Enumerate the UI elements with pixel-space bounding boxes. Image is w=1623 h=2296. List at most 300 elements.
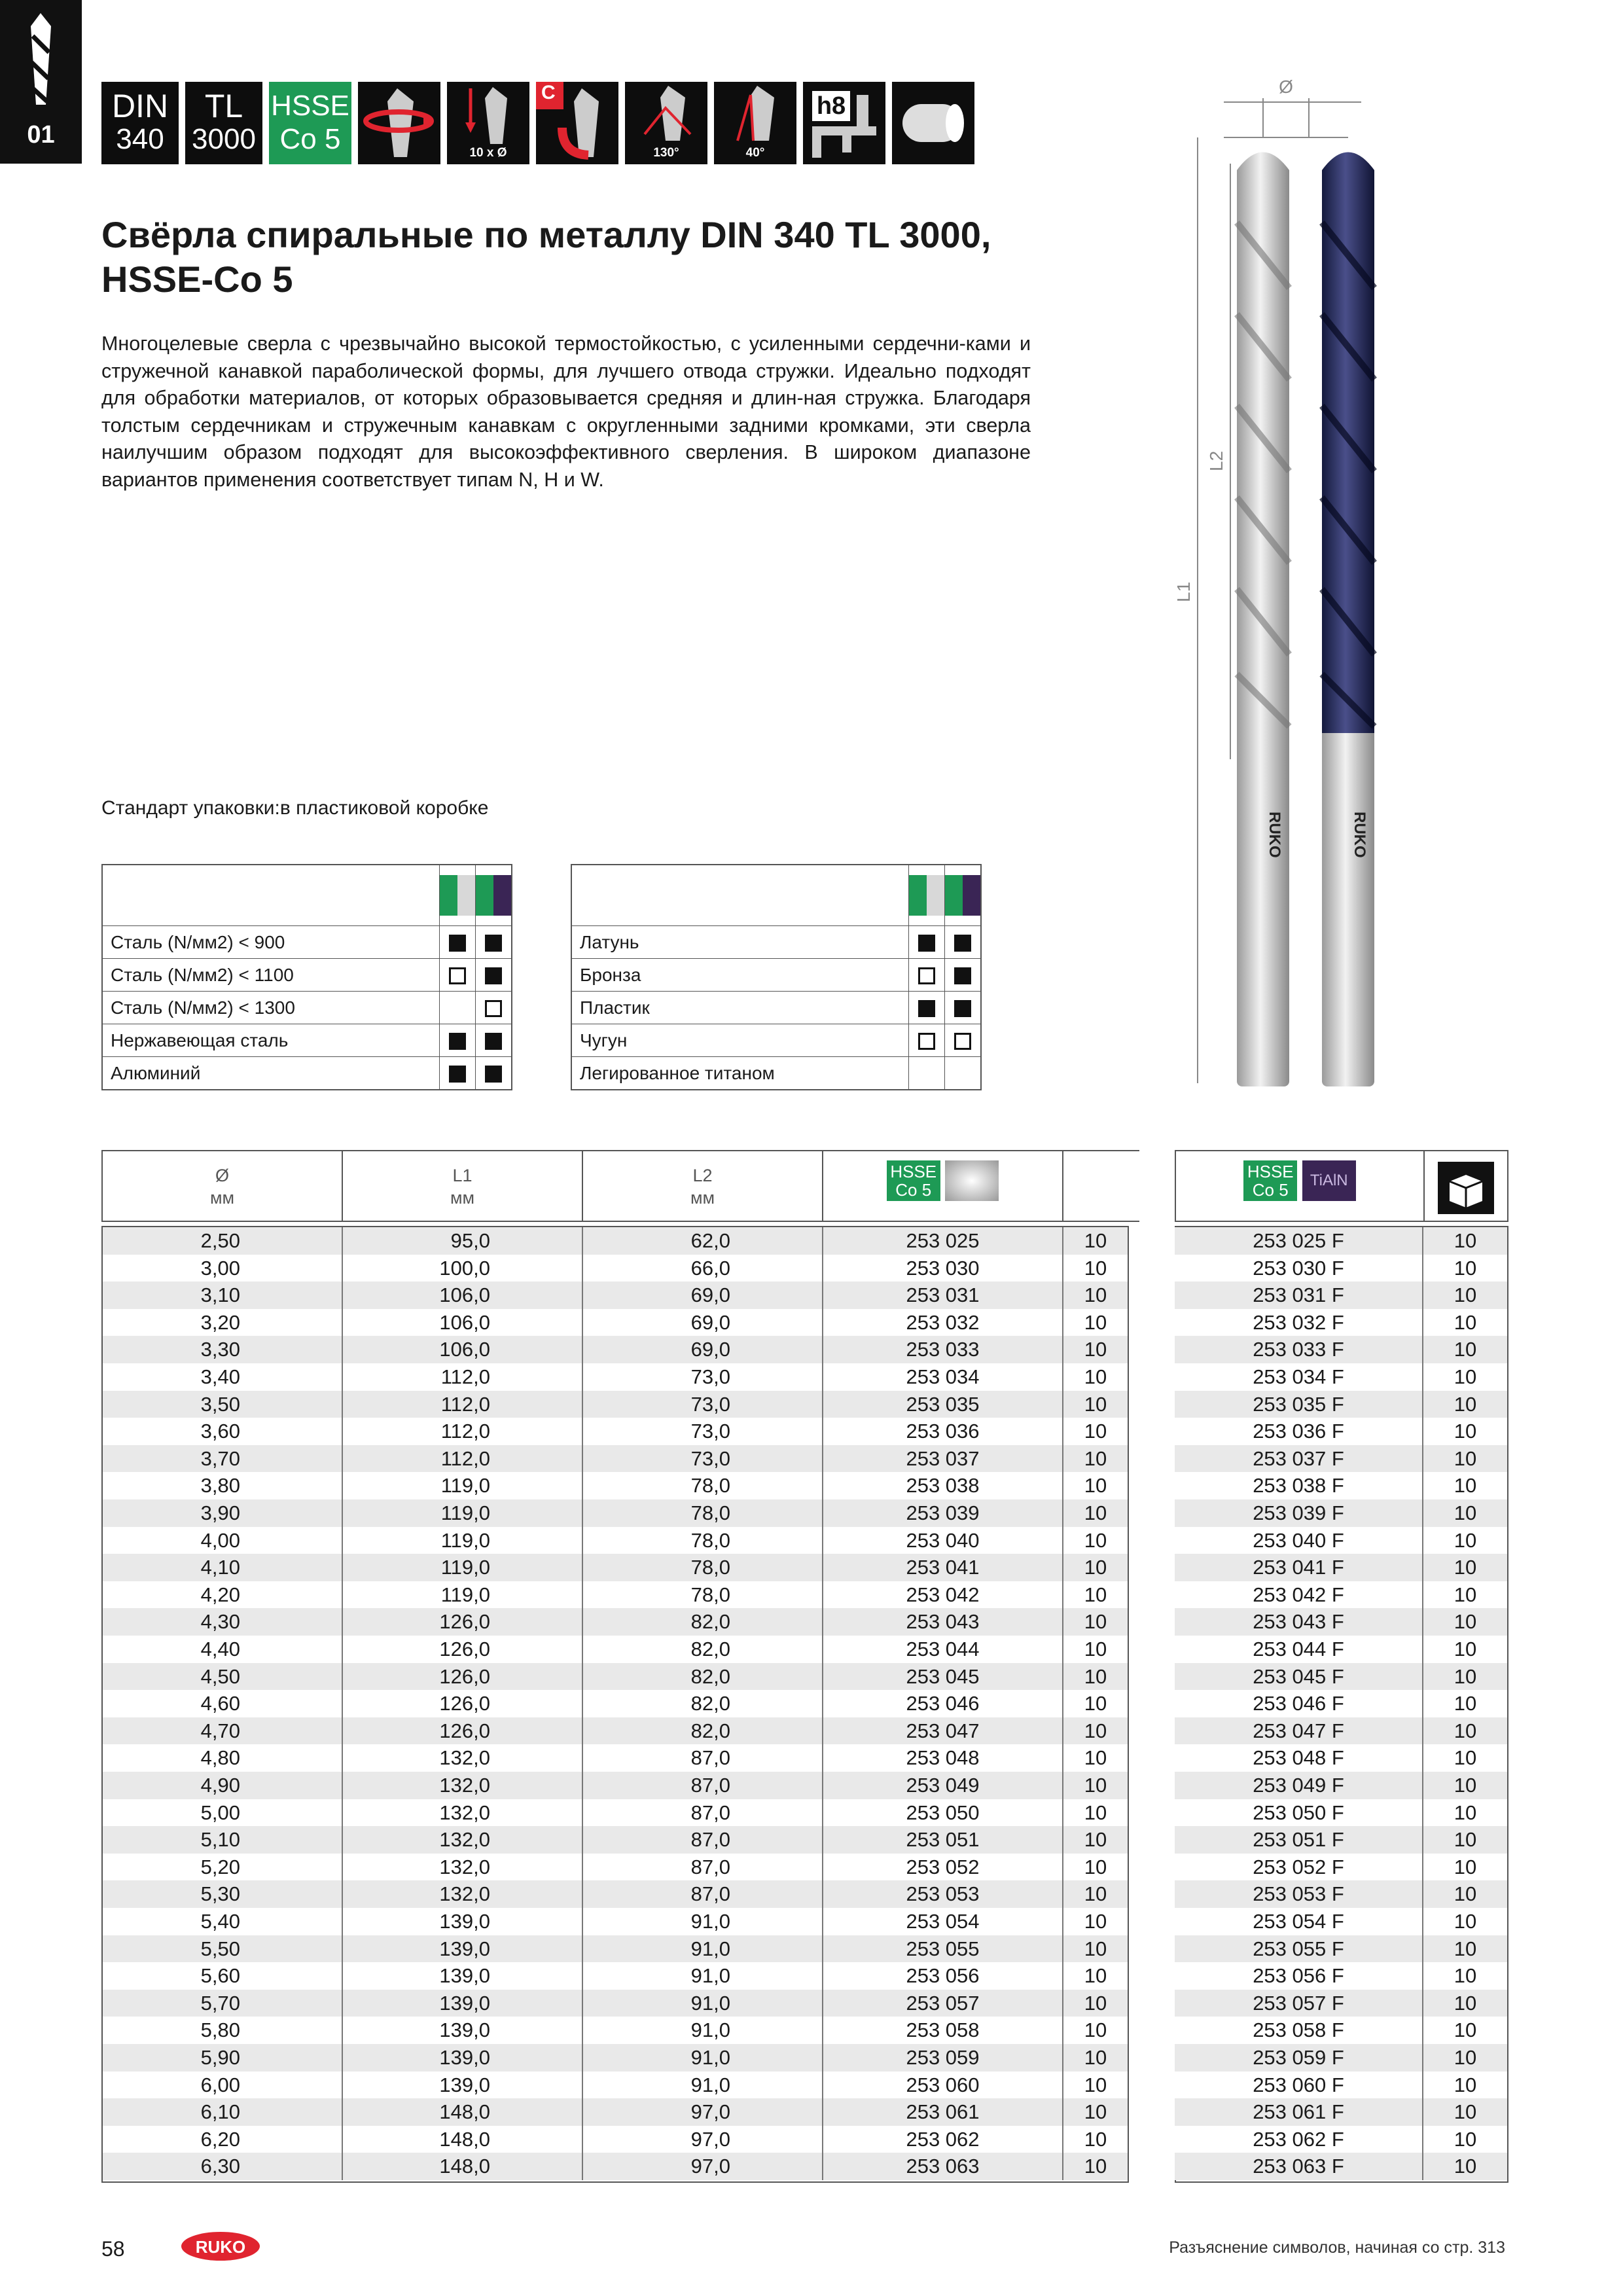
cell-l2: 73,0 [583, 1445, 823, 1473]
cell-d: 3,70 [103, 1445, 343, 1473]
cell-l2: 78,0 [583, 1499, 823, 1527]
cell-l1: 112,0 [343, 1363, 583, 1391]
cell-d: 4,20 [103, 1581, 343, 1609]
cell-l2: 97,0 [583, 2098, 823, 2126]
drill-brand-navy: RUKO [1351, 812, 1368, 858]
cell-l1: 132,0 [343, 1880, 583, 1908]
cell-qf: 10 [1423, 1717, 1507, 1745]
cell-l2: 97,0 [583, 2153, 823, 2180]
cell-art: 253 034 [823, 1363, 1063, 1391]
cell-artf: 253 054 F [1175, 1908, 1423, 1935]
cell-q: 10 [1063, 1690, 1128, 1717]
cell-artf: 253 042 F [1175, 1581, 1423, 1609]
cell-qf: 10 [1423, 1336, 1507, 1363]
cell-qf: 10 [1423, 1472, 1507, 1499]
material-row [571, 1024, 981, 1057]
conditional-mark-icon [485, 1000, 502, 1017]
cell-q: 10 [1063, 2126, 1128, 2153]
suitable-mark-icon [449, 1066, 466, 1083]
cell-l2: 62,0 [583, 1227, 823, 1255]
cell-q: 10 [1063, 1391, 1128, 1418]
col-dia: Ø мм [103, 1151, 343, 1221]
cell-l1: 148,0 [343, 2098, 583, 2126]
material-row [571, 992, 981, 1024]
cell-l2: 91,0 [583, 2017, 823, 2044]
cell-artf: 253 033 F [1175, 1336, 1423, 1363]
cell-l2: 73,0 [583, 1418, 823, 1445]
cell-art: 253 058 [823, 2017, 1063, 2044]
hsse-swatch-icon [909, 875, 944, 916]
cell-art: 253 056 [823, 1962, 1063, 1990]
col-l1: L1 мм [343, 1151, 583, 1221]
cell-art: 253 030 [823, 1255, 1063, 1282]
cell-artf: 253 050 F [1175, 1799, 1423, 1827]
cell-l1: 132,0 [343, 1799, 583, 1827]
cell-d: 3,90 [103, 1499, 343, 1527]
cell-artf: 253 036 F [1175, 1418, 1423, 1445]
cell-art: 253 046 [823, 1690, 1063, 1717]
material-row [571, 926, 981, 959]
drill-diagram [1165, 72, 1414, 1093]
suitable-mark-icon [485, 1066, 502, 1083]
drill-rotation-icon [358, 82, 440, 164]
cell-q: 10 [1063, 2044, 1128, 2072]
cell-q: 10 [1063, 1255, 1128, 1282]
material-name: Легированное титаном [571, 1057, 909, 1090]
cylindrical-shank-icon [892, 82, 974, 164]
cell-q: 10 [1063, 1608, 1128, 1636]
point-angle-icon: 130° [625, 82, 707, 164]
material-row [102, 1057, 512, 1090]
cell-l1: 106,0 [343, 1336, 583, 1363]
cell-l2: 82,0 [583, 1636, 823, 1663]
cell-d: 3,30 [103, 1336, 343, 1363]
cell-q: 10 [1063, 1744, 1128, 1772]
cell-l1: 95,0 [343, 1227, 583, 1255]
cell-artf: 253 053 F [1175, 1880, 1423, 1908]
cell-artf: 253 040 F [1175, 1527, 1423, 1554]
cell-l2: 78,0 [583, 1554, 823, 1581]
packaging-note: Стандарт упаковки:в пластиковой коробке [101, 797, 489, 819]
cell-l1: 106,0 [343, 1309, 583, 1336]
material-name: Алюминий [102, 1057, 440, 1090]
cell-l1: 132,0 [343, 1854, 583, 1881]
cell-d: 3,60 [103, 1418, 343, 1445]
cell-art: 253 062 [823, 2126, 1063, 2153]
cell-l1: 139,0 [343, 1935, 583, 1963]
l2-label: L2 [1206, 450, 1226, 471]
cell-artf: 253 032 F [1175, 1309, 1423, 1336]
cell-q: 10 [1063, 2098, 1128, 2126]
tialn-swatch-icon [945, 875, 980, 916]
cell-l2: 78,0 [583, 1472, 823, 1499]
material-row [102, 926, 512, 959]
cell-l2: 91,0 [583, 1908, 823, 1935]
cell-qf: 10 [1423, 1880, 1507, 1908]
cell-l2: 87,0 [583, 1799, 823, 1827]
cell-q: 10 [1063, 1717, 1128, 1745]
cell-d: 5,20 [103, 1854, 343, 1881]
conditional-mark-icon [954, 1033, 971, 1050]
cell-art: 253 047 [823, 1717, 1063, 1745]
cell-d: 4,70 [103, 1717, 343, 1745]
cell-l2: 82,0 [583, 1717, 823, 1745]
cell-qf: 10 [1423, 1772, 1507, 1799]
cell-art: 253 037 [823, 1445, 1063, 1473]
din-340-badge: DIN 340 [101, 82, 179, 164]
conditional-mark-icon [918, 1033, 935, 1050]
cell-l1: 119,0 [343, 1472, 583, 1499]
helix-angle-icon: 40° [714, 82, 796, 164]
cell-d: 5,90 [103, 2044, 343, 2072]
cell-art: 253 051 [823, 1826, 1063, 1854]
cell-l1: 139,0 [343, 2072, 583, 2099]
cell-art: 253 042 [823, 1581, 1063, 1609]
cell-q: 10 [1063, 1554, 1128, 1581]
cell-artf: 253 025 F [1175, 1227, 1423, 1255]
cell-l2: 69,0 [583, 1282, 823, 1309]
tialn-swatch-icon [476, 875, 511, 916]
cell-q: 10 [1063, 1799, 1128, 1827]
cell-art: 253 031 [823, 1282, 1063, 1309]
cell-l1: 119,0 [343, 1554, 583, 1581]
cell-art: 253 036 [823, 1418, 1063, 1445]
cell-d: 5,40 [103, 1908, 343, 1935]
cell-l2: 87,0 [583, 1826, 823, 1854]
cell-qf: 10 [1423, 1935, 1507, 1963]
cell-qf: 10 [1423, 1799, 1507, 1827]
cell-qf: 10 [1423, 1391, 1507, 1418]
suitable-mark-icon [485, 1033, 502, 1050]
cell-l1: 126,0 [343, 1717, 583, 1745]
material-name: Нержавеющая сталь [102, 1024, 440, 1057]
cell-artf: 253 038 F [1175, 1472, 1423, 1499]
cell-q: 10 [1063, 1336, 1128, 1363]
cell-art: 253 053 [823, 1880, 1063, 1908]
cell-d: 6,30 [103, 2153, 343, 2180]
cell-qf: 10 [1423, 1962, 1507, 1990]
cell-d: 6,00 [103, 2072, 343, 2099]
cell-art: 253 039 [823, 1499, 1063, 1527]
cell-q: 10 [1063, 1663, 1128, 1691]
cell-qf: 10 [1423, 1255, 1507, 1282]
product-description: Многоцелевые сверла с чрезвычайно высокой термостойкостью, с усиленными сердечни-ками и стружечной канавкой параболической формы, для лучшего отвода стружки. Идеально подходят для обработки материалов, от которых образовывается средняя и длин-ная стружка. Благодаря толстым сердечникам и стружечным канавкам с округленными задними кромками, эти сверла наилучшим образом подходят для высокоэффективного сверления. В широком диапазоне вариантов применения соответствует типам N, H и W. [101, 332, 1031, 491]
cell-q: 10 [1063, 1772, 1128, 1799]
cell-qf: 10 [1423, 1527, 1507, 1554]
cell-art: 253 035 [823, 1391, 1063, 1418]
cell-q: 10 [1063, 1908, 1128, 1935]
materials-table-left [101, 864, 512, 1090]
cell-q: 10 [1063, 1499, 1128, 1527]
conditional-mark-icon [449, 967, 466, 984]
cell-q: 10 [1063, 1581, 1128, 1609]
cell-qf: 10 [1423, 1908, 1507, 1935]
material-row [102, 992, 512, 1024]
cell-d: 4,30 [103, 1608, 343, 1636]
material-name: Сталь (N/мм2) < 1300 [102, 992, 440, 1024]
cell-l1: 132,0 [343, 1826, 583, 1854]
cell-q: 10 [1063, 2017, 1128, 2044]
cell-d: 5,70 [103, 1990, 343, 2017]
cell-l1: 112,0 [343, 1418, 583, 1445]
cell-qf: 10 [1423, 1282, 1507, 1309]
cell-qf: 10 [1423, 1663, 1507, 1691]
cell-art: 253 060 [823, 2072, 1063, 2099]
suitable-mark-icon [449, 1033, 466, 1050]
cell-qf: 10 [1423, 2017, 1507, 2044]
cell-l2: 69,0 [583, 1336, 823, 1363]
cell-l2: 73,0 [583, 1363, 823, 1391]
cell-qf: 10 [1423, 1418, 1507, 1445]
cell-l2: 91,0 [583, 1935, 823, 1963]
cell-q: 10 [1063, 1935, 1128, 1963]
suitable-mark-icon [485, 935, 502, 952]
cell-artf: 253 037 F [1175, 1445, 1423, 1473]
cell-d: 4,00 [103, 1527, 343, 1554]
cell-artf: 253 058 F [1175, 2017, 1423, 2044]
cell-qf: 10 [1423, 1445, 1507, 1473]
cell-d: 5,80 [103, 2017, 343, 2044]
main-table-header-left [101, 1150, 1290, 1222]
drill-brand-silver: RUKO [1266, 812, 1283, 858]
cell-l2: 97,0 [583, 2126, 823, 2153]
cell-artf: 253 062 F [1175, 2126, 1423, 2153]
cell-qf: 10 [1423, 1854, 1507, 1881]
material-name: Сталь (N/мм2) < 1100 [102, 959, 440, 992]
cell-d: 4,60 [103, 1690, 343, 1717]
cell-l2: 91,0 [583, 1990, 823, 2017]
material-name: Сталь (N/мм2) < 900 [102, 926, 440, 959]
svg-text:RUKO: RUKO [195, 2237, 246, 2257]
cell-art: 253 048 [823, 1744, 1063, 1772]
cell-l2: 82,0 [583, 1663, 823, 1691]
silver-finish-icon [945, 1160, 999, 1201]
cell-artf: 253 043 F [1175, 1608, 1423, 1636]
cell-q: 10 [1063, 1880, 1128, 1908]
cell-l1: 126,0 [343, 1690, 583, 1717]
cell-artf: 253 055 F [1175, 1935, 1423, 1963]
cell-art: 253 044 [823, 1636, 1063, 1663]
cell-l2: 91,0 [583, 1962, 823, 1990]
col-article-f: HSSE Co 5 TiAlN [1176, 1151, 1425, 1221]
cell-l2: 91,0 [583, 2072, 823, 2099]
cell-art: 253 045 [823, 1663, 1063, 1691]
cell-qf: 10 [1423, 1636, 1507, 1663]
cell-d: 4,90 [103, 1772, 343, 1799]
cell-q: 10 [1063, 1826, 1128, 1854]
cell-l1: 148,0 [343, 2126, 583, 2153]
cell-artf: 253 059 F [1175, 2044, 1423, 2072]
cell-qf: 10 [1423, 1690, 1507, 1717]
cell-l2: 69,0 [583, 1309, 823, 1336]
cell-d: 4,40 [103, 1636, 343, 1663]
tl-3000-badge: TL 3000 [185, 82, 262, 164]
cell-qf: 10 [1423, 1554, 1507, 1581]
cell-artf: 253 039 F [1175, 1499, 1423, 1527]
cell-q: 10 [1063, 1962, 1128, 1990]
hsse-co5-badge: HSSE Co 5 [269, 82, 351, 164]
cell-l1: 112,0 [343, 1445, 583, 1473]
symbols-note: Разъяснение символов, начиная со стр. 313 [1169, 2238, 1505, 2257]
cell-l2: 87,0 [583, 1744, 823, 1772]
cell-artf: 253 030 F [1175, 1255, 1423, 1282]
suitable-mark-icon [954, 935, 971, 952]
suitable-mark-icon [918, 1000, 935, 1017]
cell-art: 253 057 [823, 1990, 1063, 2017]
cell-qf: 10 [1423, 1990, 1507, 2017]
cell-art: 253 038 [823, 1472, 1063, 1499]
cell-d: 4,50 [103, 1663, 343, 1691]
cell-art: 253 063 [823, 2153, 1063, 2180]
material-row [102, 1024, 512, 1057]
col-l2: L2 мм [583, 1151, 823, 1221]
col-article: HSSE Co 5 [823, 1151, 1063, 1221]
cell-art: 253 061 [823, 2098, 1063, 2126]
depth-icon: 10 x Ø [447, 82, 529, 164]
cell-l1: 126,0 [343, 1663, 583, 1691]
cell-q: 10 [1063, 1636, 1128, 1663]
cell-l1: 139,0 [343, 2017, 583, 2044]
cell-l1: 139,0 [343, 1962, 583, 1990]
cell-artf: 253 048 F [1175, 1744, 1423, 1772]
cell-q: 10 [1063, 1990, 1128, 2017]
cell-art: 253 032 [823, 1309, 1063, 1336]
cell-qf: 10 [1423, 1744, 1507, 1772]
chapter-number: 01 [27, 121, 55, 149]
drill-icon [0, 7, 82, 124]
cell-artf: 253 046 F [1175, 1690, 1423, 1717]
cell-art: 253 059 [823, 2044, 1063, 2072]
cell-l1: 126,0 [343, 1608, 583, 1636]
cell-artf: 253 051 F [1175, 1826, 1423, 1854]
page-title: Свёрла спиральные по металлу DIN 340 TL 3000, HSSE-Co 5 [101, 214, 991, 300]
cell-l1: 100,0 [343, 1255, 583, 1282]
cell-qf: 10 [1423, 2072, 1507, 2099]
cell-d: 5,30 [103, 1880, 343, 1908]
type-c-icon: C [536, 82, 618, 164]
material-name: Чугун [571, 1024, 909, 1057]
cell-l2: 87,0 [583, 1854, 823, 1881]
cell-art: 253 025 [823, 1227, 1063, 1255]
main-table-header-right [1175, 1150, 1508, 1222]
cell-art: 253 054 [823, 1908, 1063, 1935]
cell-d: 5,00 [103, 1799, 343, 1827]
box-icon [1438, 1162, 1494, 1214]
cell-q: 10 [1063, 2072, 1128, 2099]
cell-l1: 106,0 [343, 1282, 583, 1309]
cell-l1: 119,0 [343, 1527, 583, 1554]
cell-l2: 87,0 [583, 1772, 823, 1799]
cell-d: 3,10 [103, 1282, 343, 1309]
page-number: 58 [101, 2237, 125, 2261]
suitable-mark-icon [449, 935, 466, 952]
cell-l2: 82,0 [583, 1690, 823, 1717]
cell-artf: 253 060 F [1175, 2072, 1423, 2099]
cell-art: 253 050 [823, 1799, 1063, 1827]
cell-artf: 253 063 F [1175, 2153, 1423, 2180]
cell-l1: 139,0 [343, 1908, 583, 1935]
cell-artf: 253 044 F [1175, 1636, 1423, 1663]
cell-art: 253 043 [823, 1608, 1063, 1636]
cell-q: 10 [1063, 1445, 1128, 1473]
cell-d: 3,20 [103, 1309, 343, 1336]
cell-l1: 112,0 [343, 1391, 583, 1418]
cell-qf: 10 [1423, 2044, 1507, 2072]
cell-l1: 119,0 [343, 1499, 583, 1527]
cell-artf: 253 034 F [1175, 1363, 1423, 1391]
cell-q: 10 [1063, 1363, 1128, 1391]
cell-artf: 253 047 F [1175, 1717, 1423, 1745]
cell-qf: 10 [1423, 1309, 1507, 1336]
suitable-mark-icon [954, 967, 971, 984]
cell-qf: 10 [1423, 1581, 1507, 1609]
cell-artf: 253 052 F [1175, 1854, 1423, 1881]
l1-label: L1 [1173, 581, 1194, 602]
tolerance-icon: h8 [803, 82, 885, 164]
cell-qf: 10 [1423, 1826, 1507, 1854]
cell-qf: 10 [1423, 2098, 1507, 2126]
cell-d: 4,80 [103, 1744, 343, 1772]
cell-q: 10 [1063, 1418, 1128, 1445]
cell-l1: 119,0 [343, 1581, 583, 1609]
ruko-logo [180, 2229, 262, 2264]
cell-artf: 253 035 F [1175, 1391, 1423, 1418]
cell-q: 10 [1063, 1472, 1128, 1499]
conditional-mark-icon [918, 967, 935, 984]
cell-qf: 10 [1423, 1499, 1507, 1527]
cell-l1: 148,0 [343, 2153, 583, 2180]
cell-qf: 10 [1423, 2126, 1507, 2153]
cell-d: 3,50 [103, 1391, 343, 1418]
cell-d: 3,40 [103, 1363, 343, 1391]
chapter-tab [0, 0, 82, 164]
cell-l2: 87,0 [583, 1880, 823, 1908]
dia-label: Ø [1279, 77, 1293, 97]
cell-art: 253 040 [823, 1527, 1063, 1554]
cell-artf: 253 031 F [1175, 1282, 1423, 1309]
cell-q: 10 [1063, 1527, 1128, 1554]
cell-qf: 10 [1423, 1227, 1507, 1255]
cell-l2: 78,0 [583, 1581, 823, 1609]
cell-art: 253 052 [823, 1854, 1063, 1881]
cell-l1: 132,0 [343, 1744, 583, 1772]
materials-table-right [571, 864, 982, 1090]
suitable-mark-icon [485, 967, 502, 984]
material-name: Бронза [571, 959, 909, 992]
cell-art: 253 055 [823, 1935, 1063, 1963]
material-row [571, 1057, 981, 1090]
cell-d: 3,80 [103, 1472, 343, 1499]
cell-artf: 253 061 F [1175, 2098, 1423, 2126]
cell-artf: 253 057 F [1175, 1990, 1423, 2017]
hsse-swatch-icon [440, 875, 475, 916]
cell-art: 253 033 [823, 1336, 1063, 1363]
material-row [102, 959, 512, 992]
cell-qf: 10 [1423, 2153, 1507, 2180]
cell-d: 6,10 [103, 2098, 343, 2126]
cell-d: 3,00 [103, 1255, 343, 1282]
cell-l2: 78,0 [583, 1527, 823, 1554]
col-pack-f [1425, 1151, 1507, 1221]
cell-q: 10 [1063, 2153, 1128, 2180]
cell-q: 10 [1063, 1282, 1128, 1309]
cell-artf: 253 041 F [1175, 1554, 1423, 1581]
material-name: Латунь [571, 926, 909, 959]
cell-l2: 82,0 [583, 1608, 823, 1636]
cell-artf: 253 056 F [1175, 1962, 1423, 1990]
cell-d: 5,50 [103, 1935, 343, 1963]
cell-art: 253 041 [823, 1554, 1063, 1581]
